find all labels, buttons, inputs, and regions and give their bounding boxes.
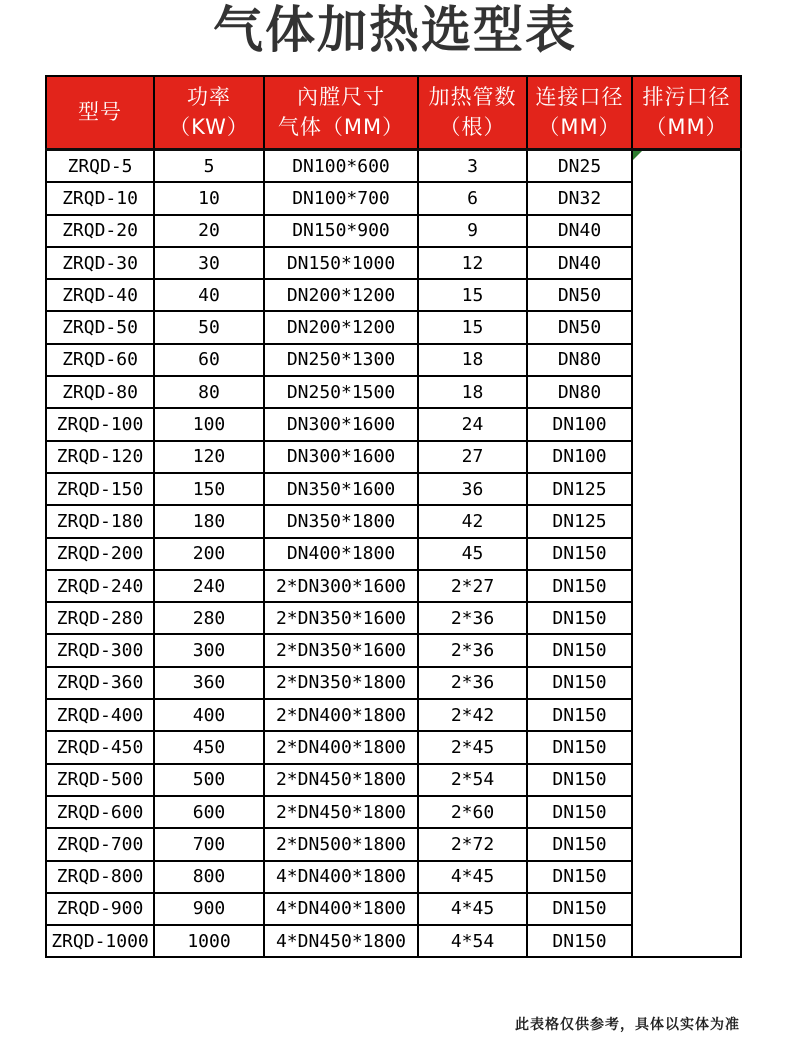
cell-connection-diameter: DN100 xyxy=(527,408,632,440)
cell-chamber-size: DN250*1300 xyxy=(264,344,418,376)
column-header-text: （MM） xyxy=(538,114,621,139)
cell-model: ZRQD-5 xyxy=(46,150,154,183)
cell-tube-count: 36 xyxy=(418,473,527,505)
cell-power: 5 xyxy=(154,150,264,183)
cell-tube-count: 2*72 xyxy=(418,828,527,860)
cell-model: ZRQD-280 xyxy=(46,602,154,634)
cell-model: ZRQD-700 xyxy=(46,828,154,860)
cell-connection-diameter: DN100 xyxy=(527,441,632,473)
column-header-tubes xyxy=(418,76,527,150)
cell-power: 60 xyxy=(154,344,264,376)
cell-chamber-size: DN100*600 xyxy=(264,150,418,183)
cell-model: ZRQD-60 xyxy=(46,344,154,376)
cell-model: ZRQD-50 xyxy=(46,311,154,343)
column-header-text: 型号 xyxy=(78,99,122,124)
cell-model: ZRQD-10 xyxy=(46,182,154,214)
cell-connection-diameter: DN80 xyxy=(527,344,632,376)
cell-connection-diameter: DN150 xyxy=(527,667,632,699)
cell-tube-count: 2*36 xyxy=(418,667,527,699)
column-header-model xyxy=(46,76,154,150)
cell-tube-count: 45 xyxy=(418,538,527,570)
cell-model: ZRQD-400 xyxy=(46,699,154,731)
cell-connection-diameter: DN32 xyxy=(527,182,632,214)
cell-chamber-size: DN150*900 xyxy=(264,215,418,247)
cell-power: 40 xyxy=(154,279,264,311)
cell-power: 600 xyxy=(154,796,264,828)
cell-model: ZRQD-360 xyxy=(46,667,154,699)
cell-tube-count: 2*42 xyxy=(418,699,527,731)
cell-connection-diameter: DN150 xyxy=(527,828,632,860)
cell-connection-diameter: DN40 xyxy=(527,215,632,247)
cell-chamber-size: DN200*1200 xyxy=(264,279,418,311)
cell-power: 80 xyxy=(154,376,264,408)
cell-power: 50 xyxy=(154,311,264,343)
column-header-drain xyxy=(632,76,741,150)
cell-model: ZRQD-200 xyxy=(46,538,154,570)
cell-tube-count: 2*60 xyxy=(418,796,527,828)
cell-power: 500 xyxy=(154,764,264,796)
cell-model: ZRQD-120 xyxy=(46,441,154,473)
cell-comment-indicator-icon xyxy=(633,151,642,160)
cell-chamber-size: 2*DN400*1800 xyxy=(264,699,418,731)
cell-chamber-size: DN350*1800 xyxy=(264,505,418,537)
cell-tube-count: 2*36 xyxy=(418,602,527,634)
cell-chamber-size: 2*DN350*1800 xyxy=(264,667,418,699)
cell-power: 120 xyxy=(154,441,264,473)
cell-tube-count: 18 xyxy=(418,376,527,408)
column-header-text: 加热管数 xyxy=(428,85,517,110)
cell-chamber-size: 2*DN450*1800 xyxy=(264,796,418,828)
cell-chamber-size: 2*DN350*1600 xyxy=(264,602,418,634)
cell-power: 150 xyxy=(154,473,264,505)
cell-tube-count: 6 xyxy=(418,182,527,214)
column-header-text: （MM） xyxy=(645,114,728,139)
cell-power: 30 xyxy=(154,247,264,279)
page-title: 气体加热选型表 xyxy=(213,1,577,59)
cell-tube-count: 42 xyxy=(418,505,527,537)
cell-chamber-size: DN200*1200 xyxy=(264,311,418,343)
cell-connection-diameter: DN40 xyxy=(527,247,632,279)
cell-tube-count: 4*54 xyxy=(418,925,527,957)
cell-connection-diameter: DN125 xyxy=(527,473,632,505)
cell-tube-count: 24 xyxy=(418,408,527,440)
cell-tube-count: 2*36 xyxy=(418,634,527,666)
cell-drain-diameter-merged xyxy=(632,150,741,958)
cell-model: ZRQD-1000 xyxy=(46,925,154,957)
cell-tube-count: 3 xyxy=(418,150,527,183)
cell-model: ZRQD-240 xyxy=(46,570,154,602)
cell-chamber-size: 2*DN450*1800 xyxy=(264,764,418,796)
cell-chamber-size: 4*DN400*1800 xyxy=(264,893,418,925)
cell-connection-diameter: DN150 xyxy=(527,634,632,666)
cell-power: 10 xyxy=(154,182,264,214)
cell-power: 700 xyxy=(154,828,264,860)
cell-connection-diameter: DN50 xyxy=(527,279,632,311)
cell-power: 240 xyxy=(154,570,264,602)
cell-connection-diameter: DN150 xyxy=(527,925,632,957)
cell-power: 800 xyxy=(154,861,264,893)
cell-chamber-size: DN250*1500 xyxy=(264,376,418,408)
cell-chamber-size: DN400*1800 xyxy=(264,538,418,570)
cell-model: ZRQD-450 xyxy=(46,731,154,763)
cell-tube-count: 4*45 xyxy=(418,861,527,893)
cell-connection-diameter: DN150 xyxy=(527,731,632,763)
cell-model: ZRQD-30 xyxy=(46,247,154,279)
cell-power: 20 xyxy=(154,215,264,247)
cell-chamber-size: DN150*1000 xyxy=(264,247,418,279)
cell-tube-count: 4*45 xyxy=(418,893,527,925)
cell-chamber-size: 2*DN400*1800 xyxy=(264,731,418,763)
gas-heater-selection-table xyxy=(45,75,742,958)
cell-connection-diameter: DN150 xyxy=(527,764,632,796)
cell-connection-diameter: DN80 xyxy=(527,376,632,408)
cell-tube-count: 9 xyxy=(418,215,527,247)
column-header-text: （KW） xyxy=(169,114,249,139)
footnote: 此表格仅供参考，具体以实体为准 xyxy=(515,1017,740,1033)
cell-chamber-size: DN300*1600 xyxy=(264,408,418,440)
cell-tube-count: 2*27 xyxy=(418,570,527,602)
column-header-chamber xyxy=(264,76,418,150)
column-header-power xyxy=(154,76,264,150)
cell-tube-count: 15 xyxy=(418,311,527,343)
cell-power: 400 xyxy=(154,699,264,731)
cell-model: ZRQD-800 xyxy=(46,861,154,893)
table-row xyxy=(46,150,741,183)
cell-model: ZRQD-150 xyxy=(46,473,154,505)
cell-power: 180 xyxy=(154,505,264,537)
cell-connection-diameter: DN125 xyxy=(527,505,632,537)
cell-chamber-size: 4*DN450*1800 xyxy=(264,925,418,957)
header-row xyxy=(46,76,741,150)
cell-power: 900 xyxy=(154,893,264,925)
cell-tube-count: 27 xyxy=(418,441,527,473)
cell-connection-diameter: DN150 xyxy=(527,796,632,828)
cell-power: 450 xyxy=(154,731,264,763)
cell-tube-count: 12 xyxy=(418,247,527,279)
cell-model: ZRQD-900 xyxy=(46,893,154,925)
cell-connection-diameter: DN25 xyxy=(527,150,632,183)
cell-chamber-size: DN100*700 xyxy=(264,182,418,214)
cell-power: 100 xyxy=(154,408,264,440)
column-header-text: 排污口径 xyxy=(642,85,731,110)
cell-connection-diameter: DN150 xyxy=(527,861,632,893)
column-header-text: 內膛尺寸 xyxy=(297,85,385,110)
cell-chamber-size: 2*DN500*1800 xyxy=(264,828,418,860)
cell-chamber-size: DN300*1600 xyxy=(264,441,418,473)
cell-model: ZRQD-300 xyxy=(46,634,154,666)
cell-chamber-size: 2*DN350*1600 xyxy=(264,634,418,666)
cell-model: ZRQD-80 xyxy=(46,376,154,408)
cell-connection-diameter: DN150 xyxy=(527,699,632,731)
column-header-text: 连接口径 xyxy=(535,85,624,110)
cell-connection-diameter: DN150 xyxy=(527,602,632,634)
cell-connection-diameter: DN50 xyxy=(527,311,632,343)
cell-chamber-size: 4*DN400*1800 xyxy=(264,861,418,893)
cell-model: ZRQD-100 xyxy=(46,408,154,440)
cell-connection-diameter: DN150 xyxy=(527,538,632,570)
cell-chamber-size: 2*DN300*1600 xyxy=(264,570,418,602)
cell-power: 200 xyxy=(154,538,264,570)
cell-tube-count: 2*45 xyxy=(418,731,527,763)
cell-connection-diameter: DN150 xyxy=(527,570,632,602)
cell-power: 1000 xyxy=(154,925,264,957)
cell-model: ZRQD-180 xyxy=(46,505,154,537)
cell-model: ZRQD-40 xyxy=(46,279,154,311)
column-header-connection xyxy=(527,76,632,150)
cell-power: 300 xyxy=(154,634,264,666)
cell-power: 360 xyxy=(154,667,264,699)
cell-model: ZRQD-600 xyxy=(46,796,154,828)
cell-power: 280 xyxy=(154,602,264,634)
cell-tube-count: 15 xyxy=(418,279,527,311)
cell-chamber-size: DN350*1600 xyxy=(264,473,418,505)
cell-model: ZRQD-500 xyxy=(46,764,154,796)
column-header-text: 功率 xyxy=(187,85,231,110)
column-header-text: （根） xyxy=(439,114,506,139)
cell-tube-count: 18 xyxy=(418,344,527,376)
cell-tube-count: 2*54 xyxy=(418,764,527,796)
cell-model: ZRQD-20 xyxy=(46,215,154,247)
cell-connection-diameter: DN150 xyxy=(527,893,632,925)
column-header-text: 气体（MM） xyxy=(277,114,405,139)
